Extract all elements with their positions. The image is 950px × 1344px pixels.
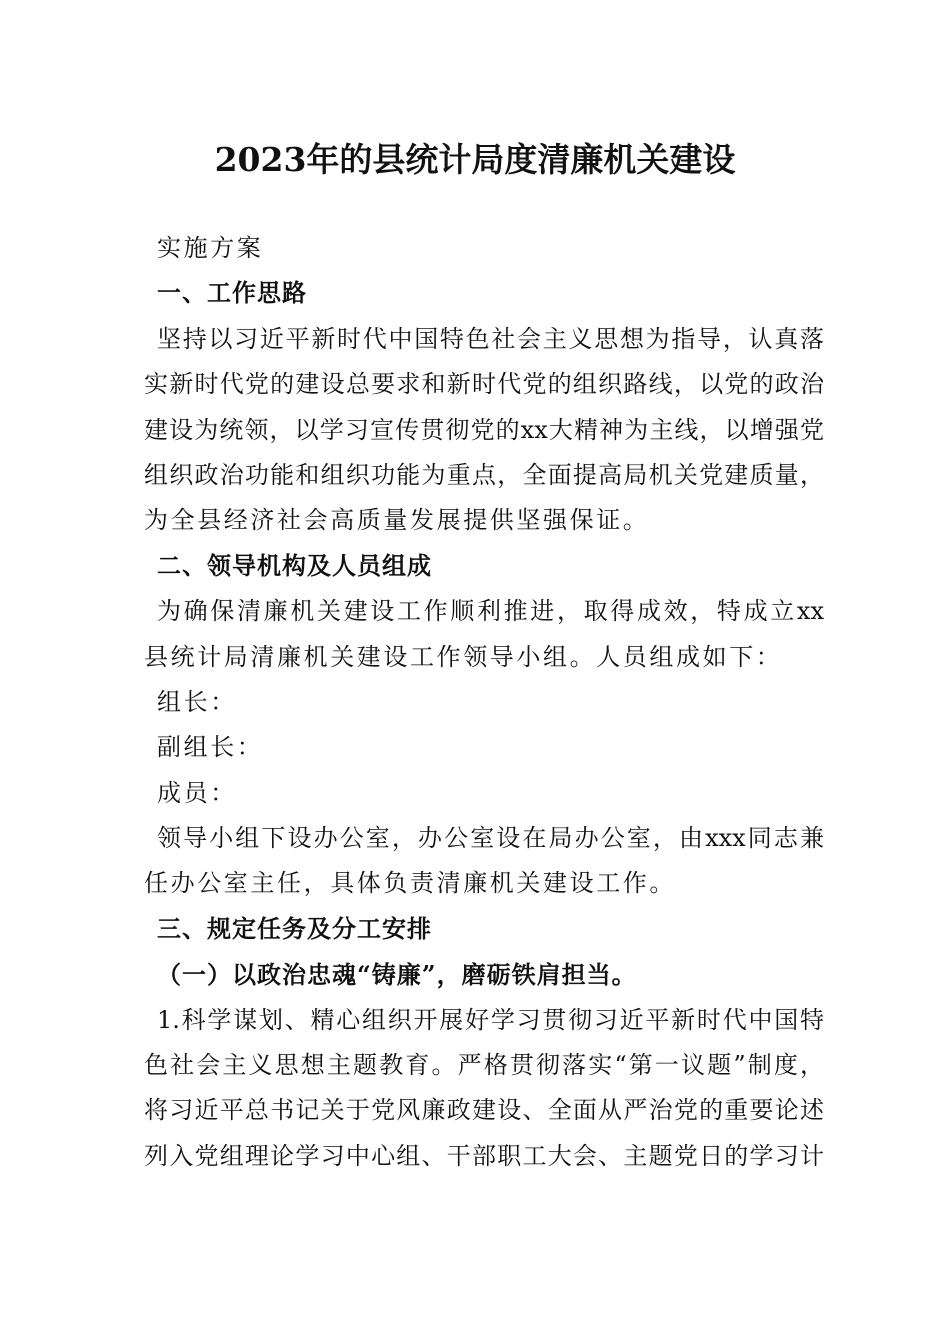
subsection-heading-1: （一）以政治忠魂“铸廉”，磨砺铁肩担当。 bbox=[157, 960, 637, 990]
paragraph-line: 任办公室主任，具体负责清廉机关建设工作。 bbox=[144, 869, 676, 898]
paragraph-line: 领导小组下设办公室，办公室设在局办公室，由xxx同志兼 bbox=[157, 824, 824, 853]
paragraph-line: 坚持以习近平新时代中国特色社会主义思想为指导，认真落 bbox=[157, 324, 824, 353]
paragraph-line: 将习近平总书记关于党风廉政建设、全面从严治党的重要论述 bbox=[144, 1096, 824, 1125]
paragraph-line: 列入党组理论学习中心组、干部职工大会、主题党日的学习计 bbox=[144, 1141, 824, 1170]
paragraph-line: 组织政治功能和组织功能为重点，全面提高局机关党建质量， bbox=[144, 460, 824, 489]
section-heading-2: 二、领导机构及人员组成 bbox=[157, 551, 432, 580]
section-heading-3: 三、规定任务及分工安排 bbox=[157, 914, 432, 943]
section-heading-1: 一、工作思路 bbox=[157, 279, 307, 308]
paragraph-line: 1.科学谋划、精心组织开展好学习贯彻习近平新时代中国特 bbox=[157, 1005, 824, 1034]
document-body bbox=[144, 226, 824, 1179]
document-title: 2023年的县统计局度清廉机关建设 bbox=[214, 140, 736, 179]
document-subtitle: 实施方案 bbox=[157, 234, 264, 262]
paragraph-line: 实新时代党的建设总要求和新时代党的组织路线，以党的政治 bbox=[144, 370, 824, 399]
members-line: 成员： bbox=[157, 778, 237, 807]
paragraph-line: 县统计局清廉机关建设工作领导小组。人员组成如下： bbox=[144, 642, 783, 671]
deputy-leader-line: 副组长： bbox=[157, 733, 264, 762]
paragraph-line: 为确保清廉机关建设工作顺利推进，取得成效，特成立xx bbox=[157, 597, 824, 626]
paragraph-line: 为全县经济社会高质量发展提供坚强保证。 bbox=[144, 506, 650, 535]
paragraph-line: 色社会主义思想主题教育。严格贯彻落实“第一议题”制度， bbox=[144, 1051, 824, 1080]
leader-line: 组长： bbox=[157, 687, 237, 716]
paragraph-line: 建设为统领，以学习宣传贯彻党的xx大精神为主线，以增强党 bbox=[144, 415, 824, 444]
